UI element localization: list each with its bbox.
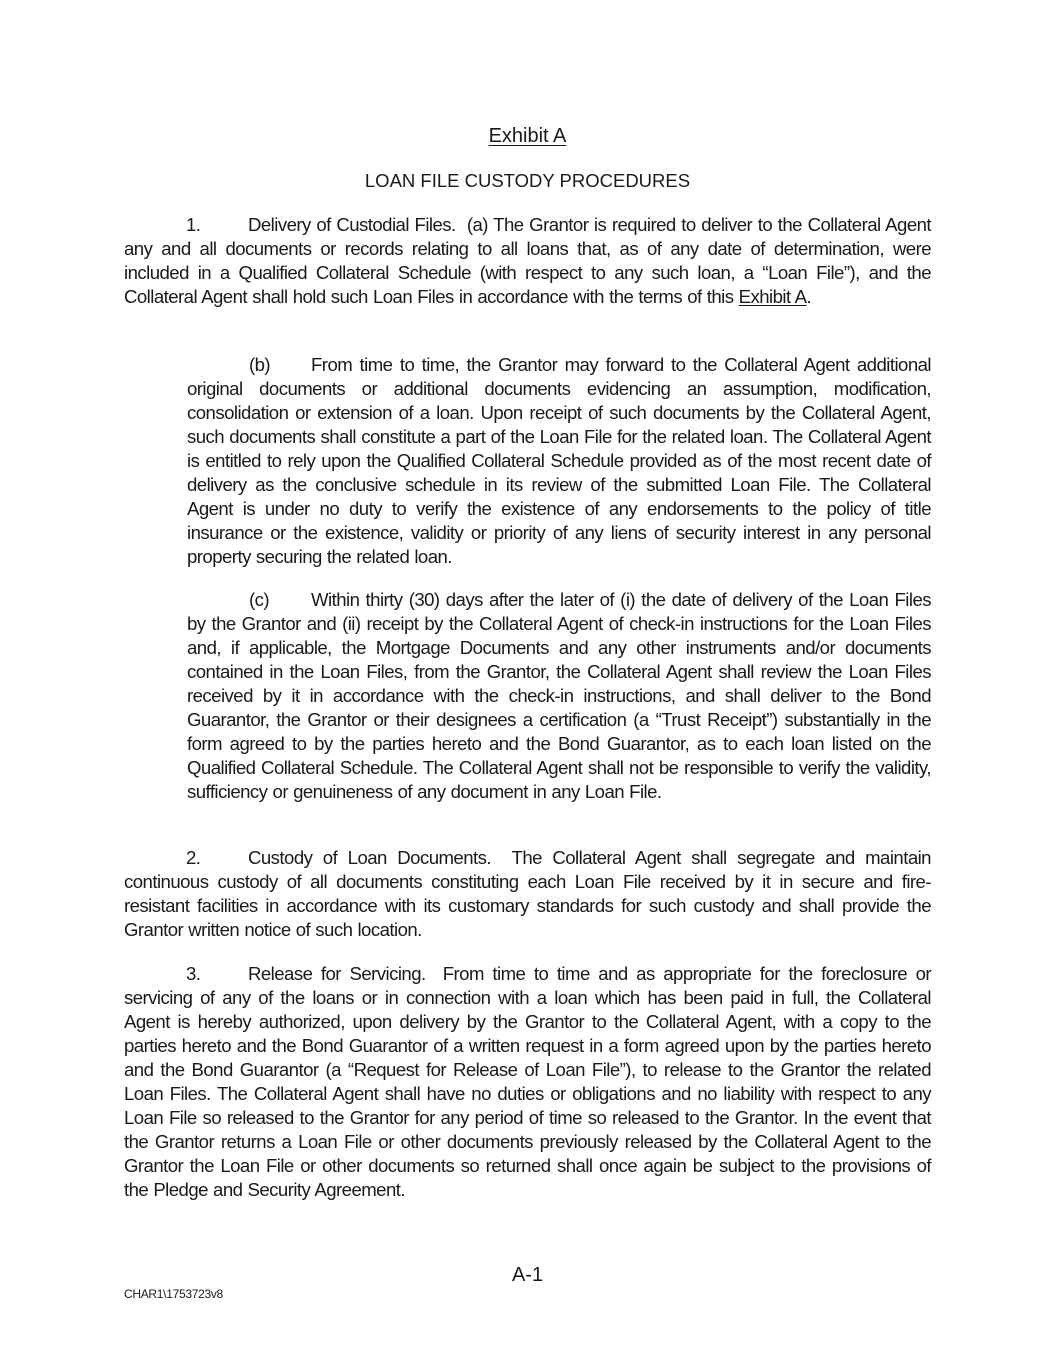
section-3-lead: Release for Servicing. — [248, 963, 426, 984]
section-1-paragraph — [124, 213, 931, 309]
section-1b-paragraph — [187, 353, 931, 569]
section-2-lead: Custody of Loan Documents. — [248, 847, 491, 868]
page-number: A-1 — [511, 1264, 544, 1286]
section-1c-text: Within thirty (30) days after the later of (i) the date of delivery of the Loan Files by the Grantor and (ii) receipt by the Collateral Agent of check-in instructions for the Loan Files and, if applicable, the Mortgage Documents and any other instruments and/or documents contained in the Loan Files, from the Grantor, the Collateral Agent shall review the Loan Files received by it in accordance with the check-in instructions, and shall deliver to the Bond Guarantor, the Grantor or their designees a certification (a “Trust Receipt”) substantially in the form agreed to by the parties hereto and the Bond Guarantor, as to each loan listed on the Qualified Collateral Schedule. The Collateral Agent shall not be responsible to verify the validity, sufficiency or genuineness of any document in any Loan File. — [187, 589, 931, 802]
section-1a-period: . — [806, 286, 812, 307]
exhibit-title — [0, 124, 1055, 148]
section-1-number: 1. — [186, 214, 201, 235]
section-2-text: The Collateral Agent shall segregate and maintain continuous custody of all documents constituting each Loan File received by it in secure and fire-resistant facilities in accordance with its customary standards for such custody and shall provide the Grantor written notice of such location. — [124, 847, 931, 940]
section-1c-paragraph — [187, 588, 931, 804]
section-1-subclause-label: (a) — [466, 214, 488, 235]
section-1b-label: (b) — [249, 354, 271, 375]
exhibit-title-text: Exhibit A — [488, 125, 567, 147]
exhibit-reference: Exhibit A — [738, 286, 807, 307]
section-heading: LOAN FILE CUSTODY PROCEDURES — [364, 170, 691, 191]
section-1-lead: Delivery of Custodial Files. — [248, 214, 456, 235]
section-3-paragraph — [124, 962, 931, 1202]
section-2-number: 2. — [186, 847, 201, 868]
section-3-text: From time to time and as appropriate for the foreclosure or servicing of any of the loans or in connection with a loan which has been paid in full, the Collateral Agent is hereby authorized, upon delivery by the Grantor to the Collateral Agent, with a copy to the parties hereto and the Bond Guarantor of a written request in a form agreed upon by the parties hereto and the Bond Guarantor (a “Request for Release of Loan File”), to release to the Grantor the related Loan Files. The Collateral Agent shall have no duties or obligations and no liability with respect to any Loan File so released to the Grantor for any period of time so released to the Grantor. In the event that the Grantor returns a Loan File or other documents previously released by the Collateral Agent to the Grantor the Loan File or other documents so returned shall once again be subject to the provisions of the Pledge and Security Agreement. — [124, 963, 932, 1200]
section-3-number: 3. — [186, 963, 201, 984]
section-2-paragraph — [124, 846, 931, 942]
section-1b-text: From time to time, the Grantor may forward to the Collateral Agent additional original documents or additional documents evidencing an assumption, modification, consolidation or extension of a loan. Upon receipt of such documents by the Collateral Agent, such documents shall constitute a part of the Loan File for the related loan. The Collateral Agent is entitled to rely upon the Qualified Collateral Schedule provided as of the most recent date of delivery as the conclusive schedule in its review of the submitted Loan File. The Collateral Agent is under no duty to verify the existence of any endorsements to the policy of title insurance or the existence, validity or priority of any liens of security interest in any personal property securing the related loan. — [187, 354, 931, 567]
section-1a-text: The Grantor is required to deliver to the Collateral Agent any and all documents or records relating to all loans that, as of any date of determination, were included in a Qualified Collateral Schedule (with respect to any such loan, a “Loan File”), and the Collateral Agent shall hold such Loan Files in accordance with the terms of this — [124, 214, 932, 307]
document-id: CHAR1\1753723v8 — [124, 1287, 223, 1301]
section-1c-label: (c) — [249, 589, 270, 610]
